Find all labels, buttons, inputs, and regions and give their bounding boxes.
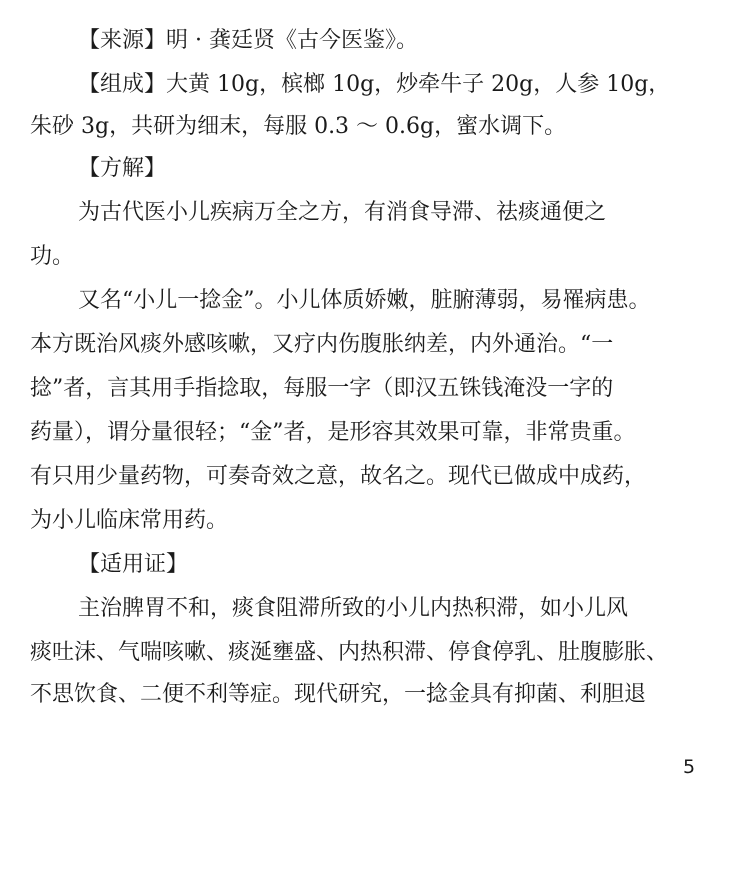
indications-line-1: 主治脾胃不和，痰食阻滞所致的小儿内热积滞，如小儿风 — [78, 596, 629, 621]
explanation-heading: 【方解】 — [78, 156, 167, 181]
explanation-line-1: 为古代医小儿疾病万全之方，有消食导滞、祛痰通便之 — [78, 200, 607, 225]
composition-heading: 【组成】 — [78, 72, 167, 97]
page-number: 5 — [683, 756, 696, 778]
indications-line-3: 不思饮食、二便不利等症。现代研究，一捻金具有抑菌、利胆退 — [30, 682, 647, 707]
explanation-line-8: 为小儿临床常用药。 — [30, 508, 229, 533]
composition-line-1 — [78, 70, 730, 100]
source-text: 明 · 龚廷贤《古今医鉴》。 — [166, 28, 418, 53]
explanation-line-7: 有只用少量药物，可奏奇效之意，故名之。现代已做成中成药， — [30, 464, 647, 489]
composition-line-2: 朱砂 3g，共研为细末，每服 0.3 ～ 0.6g，蜜水调下。 — [30, 114, 567, 139]
explanation-line-5: 捻”者，言其用手指捻取，每服一字（即汉五铢钱淹没一字的 — [30, 376, 614, 401]
indications-heading: 【适用证】 — [78, 552, 189, 577]
source-line — [78, 26, 730, 56]
explanation-line-2: 功。 — [30, 244, 75, 269]
explanation-line-3: 又名“小儿一捻金”。小儿体质娇嫩，脏腑薄弱，易罹病患。 — [78, 288, 651, 313]
composition-text-1: 大黄 10g，槟榔 10g，炒牵牛子 20g，人参 10g， — [166, 72, 671, 97]
indications-line-2: 痰吐沫、气喘咳嗽、痰涎壅盛、内热积滞、停食停乳、肚腹膨胀、 — [30, 640, 669, 665]
explanation-line-6: 药量），谓分量很轻；“金”者，是形容其效果可靠，非常贵重。 — [30, 420, 636, 445]
source-heading: 【来源】 — [78, 28, 167, 53]
explanation-line-4: 本方既治风痰外感咳嗽，又疗内伤腹胀纳差，内外通治。“一 — [30, 332, 614, 357]
